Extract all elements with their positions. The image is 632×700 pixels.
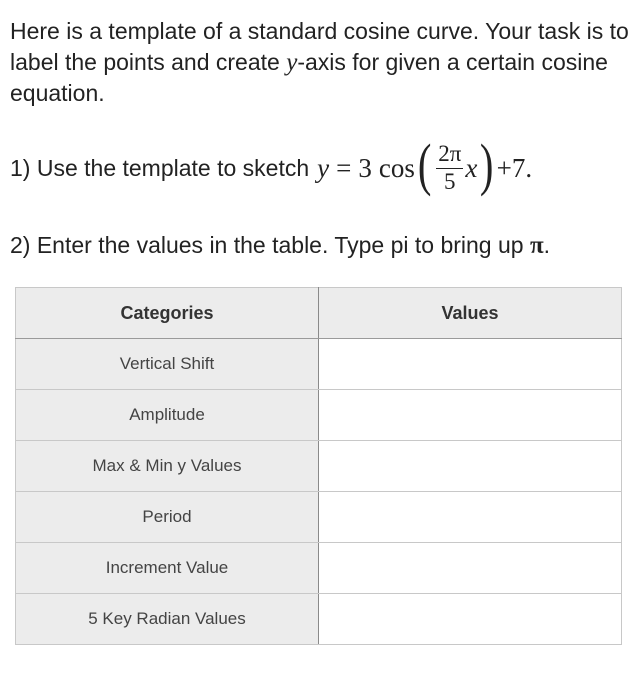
category-amplitude: Amplitude [16,390,319,441]
eq-equals: = [336,152,352,183]
question-1-prefix: 1) Use the template to sketch [10,154,310,181]
eq-constant: +7 [496,152,526,183]
question-2 [10,232,550,260]
table-header-row [16,288,622,339]
cosine-equation [317,132,533,197]
header-values: Values [319,288,622,339]
intro-text-1: Here is a template of a standard cosine curve. Your task is to label the points and create [10,18,629,75]
category-max-min: Max & Min y Values [16,441,319,492]
category-period: Period [16,492,319,543]
table-row [16,339,622,390]
eq-fraction [436,142,463,194]
table-row [16,594,622,645]
table-row [16,390,622,441]
intro-var-y: y [286,49,298,76]
question-2-period: . [543,232,551,258]
header-categories: Categories [16,288,319,339]
value-cell-vertical-shift[interactable] [319,339,622,390]
value-cell-max-min[interactable] [319,441,622,492]
question-1 [10,132,533,200]
eq-period: . [525,152,533,183]
eq-y: y [317,152,330,183]
eq-open-paren: ( [417,132,432,197]
table-row [16,441,622,492]
table-row [16,543,622,594]
category-vertical-shift: Vertical Shift [16,339,319,390]
eq-x: x [465,152,478,183]
pi-symbol: π [529,232,544,259]
value-cell-amplitude[interactable] [319,390,622,441]
eq-fraction-numerator: 2π [436,142,463,169]
values-table [15,287,622,645]
eq-cos: cos [378,152,415,183]
eq-close-paren: ) [480,132,494,197]
question-2-text: 2) Enter the values in the table. Type pi to bring up [10,232,530,258]
intro-text-2: -axis for given a certain cosine equation. [10,49,608,106]
eq-fraction-denominator: 5 [444,169,456,194]
value-cell-increment-value[interactable] [319,543,622,594]
category-increment-value: Increment Value [16,543,319,594]
eq-coefficient: 3 [358,152,372,183]
category-key-radian-values: 5 Key Radian Values [16,594,319,645]
intro-paragraph [10,16,630,109]
value-cell-period[interactable] [319,492,622,543]
value-cell-key-radian-values[interactable] [319,594,622,645]
table-row [16,492,622,543]
